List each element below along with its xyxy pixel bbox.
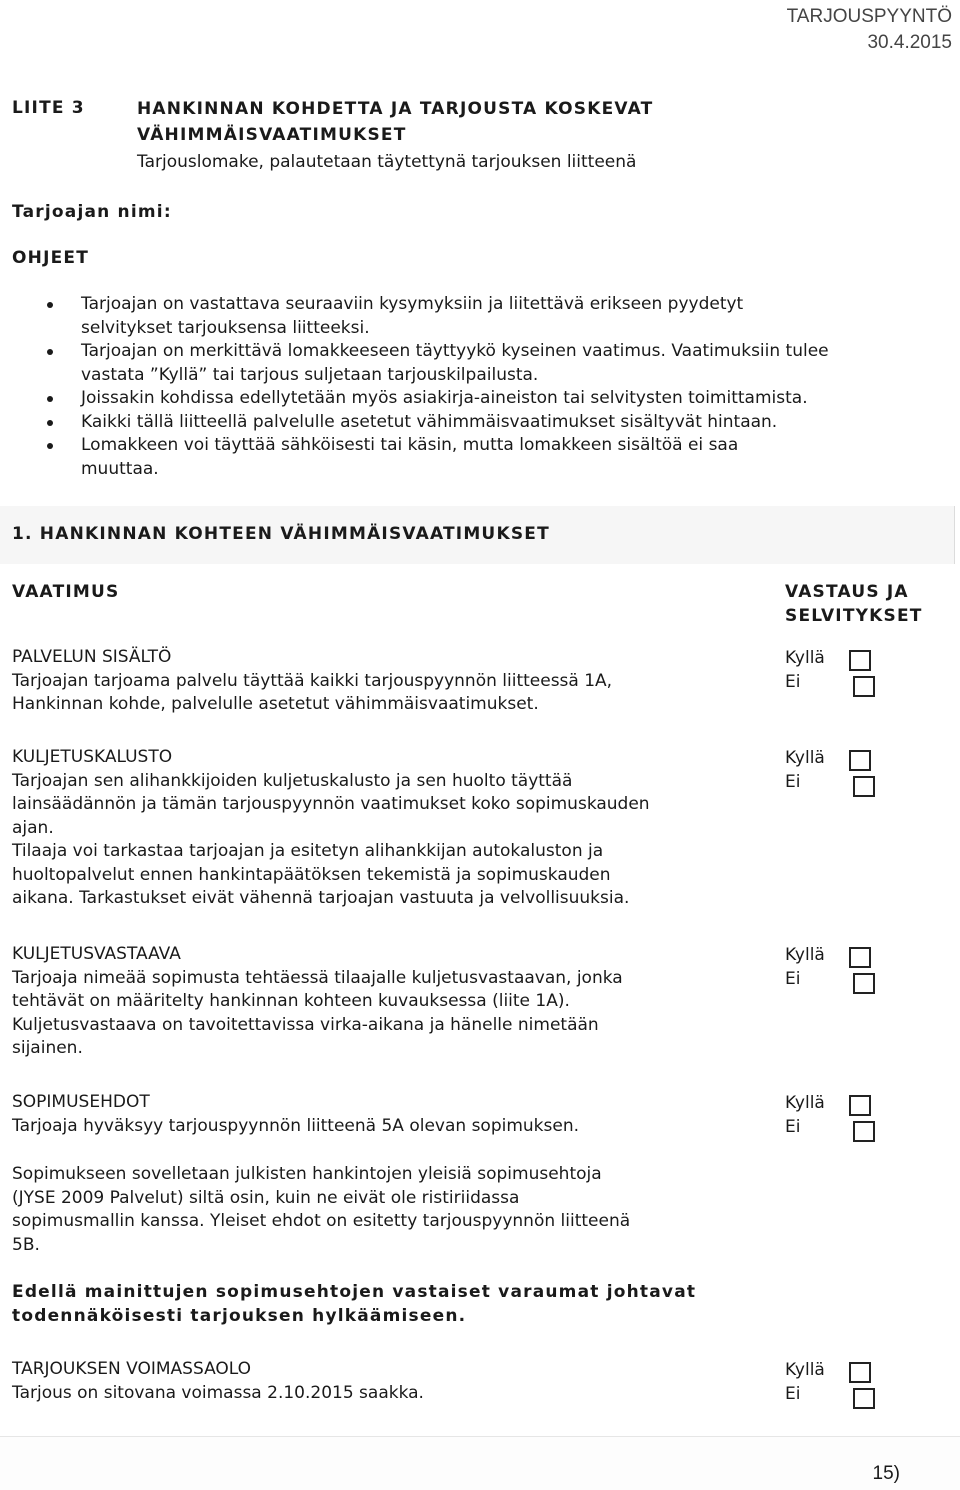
bullet-icon <box>47 443 53 449</box>
answer-row-no <box>785 770 825 794</box>
requirement-text-line: Kuljetusvastaava on tavoitettavissa virka-aikana ja hänelle nimetään <box>12 1014 599 1035</box>
bullet-icon <box>47 396 53 402</box>
answer-row-yes <box>785 1358 825 1382</box>
answer-row-yes <box>785 1091 825 1115</box>
appendix-label: LIITE 3 <box>12 98 85 118</box>
reservation-warning <box>12 1281 696 1328</box>
page-number: 15) <box>872 1463 900 1484</box>
checkbox-no[interactable] <box>853 1121 875 1142</box>
appendix-title-block <box>137 96 653 176</box>
requirement-kuljetuskalusto <box>12 746 650 911</box>
warning-line: Edellä mainittujen sopimusehtojen vastaiset varaumat johtavat <box>12 1282 697 1302</box>
bullet-icon <box>47 349 53 355</box>
answer-row-yes <box>785 646 825 670</box>
instruction-item <box>81 434 829 481</box>
answer-label-yes: Kyllä <box>785 648 825 668</box>
instructions-list <box>81 293 829 481</box>
requirement-text-line: Tarjous on sitovana voimassa 2.10.2015 saakka. <box>12 1382 424 1403</box>
contract-note-line: (JYSE 2009 Palvelut) siltä osin, kuin ne eivät ole ristiriidassa <box>12 1187 520 1208</box>
warning-line: todennäköisesti tarjouksen hylkäämiseen. <box>12 1305 467 1326</box>
checkbox-no[interactable] <box>853 1388 875 1409</box>
requirement-text-line: ajan. <box>12 817 54 838</box>
document-type: TARJOUSPYYNTÖ <box>786 6 952 27</box>
requirement-text-line: Tarjoajan tarjoama palvelu täyttää kaikki tarjouspyynnön liitteessä 1A, <box>12 670 613 691</box>
checkbox-no[interactable] <box>853 973 875 994</box>
answer-row-yes <box>785 943 825 967</box>
requirement-text-line: sijainen. <box>12 1038 83 1058</box>
requirement-text-line: lainsäädännön ja tämän tarjouspyynnön vaatimukset koko sopimuskauden <box>12 794 650 814</box>
checkbox-yes[interactable] <box>849 947 871 968</box>
requirement-tarjouksen-voimassaolo <box>12 1358 424 1405</box>
instruction-line: selvitykset tarjouksensa liitteeksi. <box>81 317 370 338</box>
page-footer <box>0 1436 960 1490</box>
answer-palvelun-sisalto <box>785 646 825 694</box>
appendix-title-line1: HANKINNAN KOHDETTA JA TARJOUSTA KOSKEVAT <box>137 99 654 119</box>
document-header <box>787 4 952 56</box>
instruction-item <box>81 293 829 340</box>
column-answer-line1: VASTAUS JA <box>785 582 909 602</box>
instruction-line: muuttaa. <box>81 458 159 479</box>
answer-row-no <box>785 670 825 694</box>
instruction-line: Lomakkeen voi täyttää sähköisesti tai käsin, mutta lomakkeen sisältöä ei saa <box>81 435 739 455</box>
requirement-heading: PALVELUN SISÄLTÖ <box>12 647 172 667</box>
bullet-icon <box>47 420 53 426</box>
instruction-line: vastata ”Kyllä” tai tarjous suljetaan tarjouskilpailusta. <box>81 364 539 385</box>
instruction-item <box>81 411 829 435</box>
requirement-kuljetusvastaava <box>12 943 623 1061</box>
requirement-heading: TARJOUKSEN VOIMASSAOLO <box>12 1359 252 1379</box>
answer-label-yes: Kyllä <box>785 1093 825 1113</box>
answer-label-no: Ei <box>785 969 801 989</box>
instruction-item <box>81 387 829 411</box>
requirement-heading: SOPIMUSEHDOT <box>12 1092 150 1112</box>
instruction-line: Tarjoajan on merkittävä lomakkeeseen täyttyykö kyseinen vaatimus. Vaatimuksiin tulee <box>81 341 829 361</box>
requirement-text-line: Tarjoaja nimeää sopimusta tehtäessä tilaajalle kuljetusvastaavan, jonka <box>12 967 623 988</box>
instruction-line: Joissakin kohdissa edellytetään myös asiakirja-aineiston tai selvitysten toimittamista. <box>81 388 808 408</box>
answer-row-yes <box>785 746 825 770</box>
contract-note-line: 5B. <box>12 1234 40 1255</box>
checkbox-yes[interactable] <box>849 750 871 771</box>
answer-kuljetuskalusto <box>785 746 825 794</box>
answer-sopimusehdot <box>785 1091 825 1139</box>
answer-row-no <box>785 1382 825 1406</box>
checkbox-yes[interactable] <box>849 1095 871 1116</box>
answer-label-no: Ei <box>785 772 801 792</box>
requirement-heading: KULJETUSVASTAAVA <box>12 944 181 964</box>
appendix-title-line2: VÄHIMMÄISVAATIMUKSET <box>137 125 407 145</box>
instructions-heading: OHJEET <box>12 248 90 268</box>
appendix-subtitle: Tarjouslomake, palautetaan täytettynä tarjouksen liitteenä <box>137 152 637 172</box>
requirement-text-line: Tarjoajan sen alihankkijoiden kuljetuskalusto ja sen huolto täyttää <box>12 770 573 791</box>
requirement-text-line: Tilaaja voi tarkastaa tarjoajan ja esitetyn alihankkijan autokaluston ja <box>12 841 604 861</box>
bullet-icon <box>47 302 53 308</box>
answer-label-no: Ei <box>785 1384 801 1404</box>
checkbox-no[interactable] <box>853 776 875 797</box>
bidder-name-label: Tarjoajan nimi: <box>12 202 172 222</box>
requirement-palvelun-sisalto <box>12 646 612 717</box>
instruction-line: Tarjoajan on vastattava seuraaviin kysymyksiin ja liitettävä erikseen pyydetyt <box>81 294 744 314</box>
requirement-text-line: Tarjoaja hyväksyy tarjouspyynnön liitteenä 5A olevan sopimuksen. <box>12 1115 580 1136</box>
requirement-text-line: aikana. Tarkastukset eivät vähennä tarjoajan vastuuta ja velvollisuuksia. <box>12 888 630 908</box>
contract-terms-note <box>12 1163 630 1257</box>
answer-label-no: Ei <box>785 672 801 692</box>
document-date: 30.4.2015 <box>867 32 952 53</box>
answer-label-yes: Kyllä <box>785 945 825 965</box>
column-answer-line2: SELVITYKSET <box>785 606 923 626</box>
requirement-heading: KULJETUSKALUSTO <box>12 747 173 767</box>
checkbox-yes[interactable] <box>849 650 871 671</box>
answer-row-no <box>785 1115 825 1139</box>
answer-row-no <box>785 967 825 991</box>
answer-label-yes: Kyllä <box>785 748 825 768</box>
requirement-sopimusehdot <box>12 1091 579 1138</box>
requirement-text-line: tehtävät on määritelty hankinnan kohteen kuvauksessa (liite 1A). <box>12 991 570 1011</box>
requirement-text-line: Hankinnan kohde, palvelulle asetetut vähimmäisvaatimukset. <box>12 694 539 714</box>
contract-note-line: Sopimukseen sovelletaan julkisten hankintojen yleisiä sopimusehtoja <box>12 1164 602 1184</box>
section-band <box>0 506 955 564</box>
answer-label-no: Ei <box>785 1117 801 1137</box>
instruction-line: Kaikki tällä liitteellä palvelulle asetetut vähimmäisvaatimukset sisältyvät hintaan. <box>81 411 778 432</box>
checkbox-yes[interactable] <box>849 1362 871 1383</box>
column-answer-heading <box>785 580 923 628</box>
section-title: 1. HANKINNAN KOHTEEN VÄHIMMÄISVAATIMUKSET <box>12 524 550 544</box>
requirement-text-line: huoltopalvelut ennen hankintapäätöksen tekemistä ja sopimuskauden <box>12 864 611 885</box>
contract-note-line: sopimusmallin kanssa. Yleiset ehdot on esitetty tarjouspyynnön liitteenä <box>12 1211 631 1231</box>
answer-tarjouksen-voimassaolo <box>785 1358 825 1406</box>
checkbox-no[interactable] <box>853 676 875 697</box>
column-requirement-heading: VAATIMUS <box>12 582 120 602</box>
answer-kuljetusvastaava <box>785 943 825 991</box>
instruction-item <box>81 340 829 387</box>
answer-label-yes: Kyllä <box>785 1360 825 1380</box>
